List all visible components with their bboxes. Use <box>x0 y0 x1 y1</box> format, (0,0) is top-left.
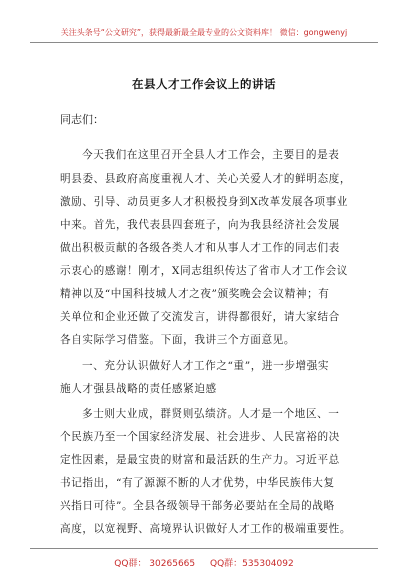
section-heading-line: 施人才强县战略的责任感紧迫感 <box>60 383 217 395</box>
section-heading-line: 一、充分认识做好人才工作之“重”，进一步增强实 <box>82 360 330 372</box>
paragraph-line: 各自实际学习借鉴。下面，我讲三个方面意见。 <box>60 334 296 346</box>
paragraph-line: 今天我们在这里召开全县人才工作会，主要目的是表 <box>82 149 340 161</box>
paragraph-line: 精神以及“中国科技城人才之夜”颁奖晚会会议精神；有 <box>60 288 330 300</box>
header-promo-text: 关注头条号“公文研究”，获得最新最全最专业的公文资料库！ 微信：gongwenyj <box>60 28 348 37</box>
page-header <box>0 0 408 52</box>
paragraph-line: 明县委、县政府高度重视人才、关心关爱人才的鲜明态度， <box>60 173 352 185</box>
header-divider <box>30 42 378 43</box>
paragraph-line: 中来。首先，我代表县四套班子，向为我县经济社会发展 <box>60 219 340 231</box>
paragraph-line: 书记指出，“有了源源不断的人才优势，中华民族伟大复 <box>60 477 335 489</box>
paragraph-line: 做出积极贡献的各级各类人才和从事人才工作的同志们表 <box>60 242 340 254</box>
paragraph-line: 兴指日可待”。全县各级领导干部务必要站在全局的战略 <box>60 500 335 512</box>
paragraph-line: 示衷心的感谢！刚才，X同志组织传达了省市人才工作会议 <box>60 265 348 277</box>
salutation: 同志们： <box>60 113 104 126</box>
page-footer <box>0 548 408 580</box>
footer-qq-group-2: QQ群：535304092 <box>210 559 294 569</box>
footer-divider <box>30 548 378 549</box>
paragraph-line: 激励、引导、动员更多人才积极投身到X改革发展各项事业 <box>60 196 348 208</box>
footer-contact <box>0 556 408 569</box>
paragraph-line-last: 高度，以宽视野、高境界认识做好人才工作的极端重要性。 <box>60 523 352 535</box>
paragraph-line: 关单位和企业还做了交流发言，讲得都很好，请大家结合 <box>60 311 340 323</box>
paragraph-line: 多士则大业成，群贤则弘绩济。人才是一个地区、一 <box>82 408 340 420</box>
paragraph-line: 定性因素，是最宝贵的财富和最活跃的生产力。习近平总 <box>60 454 340 466</box>
paragraph-line: 个民族乃至一个国家经济发展、社会进步、人民富裕的决 <box>60 431 340 443</box>
footer-qq-group-1: QQ群： 30265665 <box>114 559 196 569</box>
document-title: 在县人才工作会议上的讲话 <box>132 77 276 91</box>
